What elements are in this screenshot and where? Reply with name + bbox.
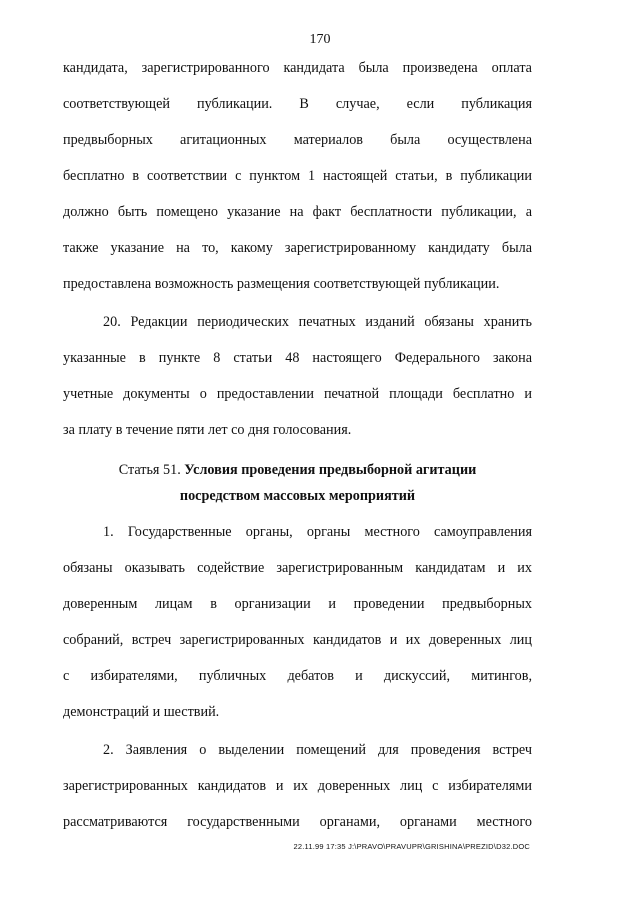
paragraph-first-line: 1. Государственные органы, органы местного самоуправления [103,524,532,540]
text-line: рассматриваются государственными органами, органами местного [63,814,532,830]
page-number: 170 [309,32,331,47]
footer-file-path: 22.11.99 17:35 J:\PRAVO\PRAVUPR\GRISHINA\PREZID\D32.DOC [293,842,530,851]
text-line: также указание на то, какому зарегистрированному кандидату была [63,240,532,256]
text-line: должно быть помещено указание на факт бесплатности публикации, а [63,204,532,220]
article-heading [63,460,532,480]
paragraph-first-line: 20. Редакции периодических печатных изданий обязаны хранить [103,314,532,330]
text-line: соответствующей публикации. В случае, если публикация [63,96,532,112]
text-line: бесплатно в соответствии с пунктом 1 настоящей статьи, в публикации [63,168,532,184]
text-line: доверенным лицам в организации и проведении предвыборных [63,596,532,612]
text-line: демонстраций и шествий. [63,704,220,720]
text-line: обязаны оказывать содействие зарегистрированным кандидатам и их [63,560,532,576]
article-title-line1: Условия проведения предвыборной агитации [184,462,477,478]
text-line: указанные в пункте 8 статьи 48 настоящего Федерального закона [63,350,532,366]
text-line: кандидата, зарегистрированного кандидата была произведена оплата [63,60,532,76]
text-line: предвыборных агитационных материалов была осуществлена [63,132,532,148]
text-line: предоставлена возможность размещения соответствующей публикации. [63,276,500,292]
article-number: Статья 51. [118,462,185,478]
text-line: зарегистрированных кандидатов и их доверенных лиц с избирателями [63,778,532,794]
text-line: учетные документы о предоставлении печатной площади бесплатно и [63,386,532,402]
article-title-line2: посредством массовых мероприятий [179,488,416,504]
text-line: за плату в течение пяти лет со дня голосования. [63,422,352,438]
text-line: с избирателями, публичных дебатов и дискуссий, митингов, [63,668,532,684]
paragraph-first-line: 2. Заявления о выделении помещений для проведения встреч [103,742,532,758]
text-line: собраний, встреч зарегистрированных кандидатов и их доверенных лиц [63,632,532,648]
